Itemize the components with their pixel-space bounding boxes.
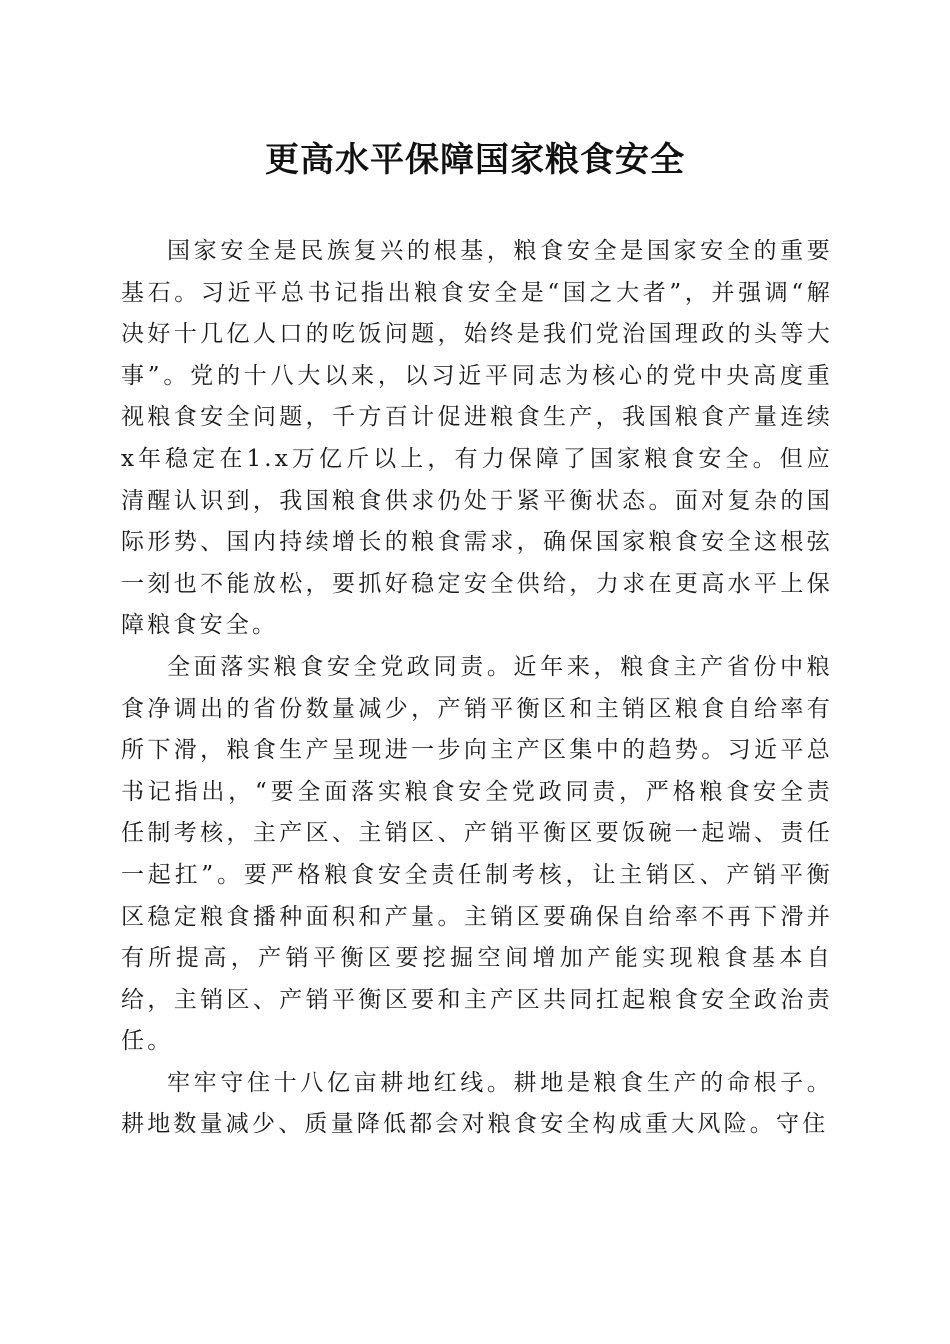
- document-body: [121, 231, 833, 1146]
- document-title: 更高水平保障国家粮食安全: [265, 140, 685, 180]
- paragraph-farmland: 牢牢守住十八亿亩耕地红线。耕地是粮食生产的命根子。耕地数量减少、质量降低都会对粮食安全构成重大风险。守住: [121, 1069, 833, 1138]
- paragraph-intro: 国家安全是民族复兴的根基，粮食安全是国家安全的重要基石。习近平总书记指出粮食安全是“国之大者”，并强调“解决好十几亿人口的吃饭问题，始终是我们党治国理政的头等大事”。党的十八大以来，以习近平同志为核心的党中央高度重视粮食安全问题，千方百计促进粮食生产，我国粮食产量连续x年稳定在1.x万亿斤以上，有力保障了国家粮食安全。但应清醒认识到，我国粮食供求仍处于紧平衡状态。面对复杂的国际形势、国内持续增长的粮食需求，确保国家粮食安全这根弦一刻也不能放松，要抓好稳定安全供给，力求在更高水平上保障粮食安全。: [121, 238, 833, 639]
- paragraph-responsibility: 全面落实粮食安全党政同责。近年来，粮食主产省份中粮食净调出的省份数量减少，产销平衡区和主销区粮食自给率有所下滑，粮食生产呈现进一步向主产区集中的趋势。习近平总书记指出，“要全面落实粮食安全党政同责，严格粮食安全责任制考核，主产区、主销区、产销平衡区要饭碗一起端、责任一起扛”。要严格粮食安全责任制考核，让主销区、产销平衡区稳定粮食播种面积和产量。主销区要确保自给率不再下滑并有所提高，产销平衡区要挖掘空间增加产能实现粮食基本自给，主销区、产销平衡区要和主产区共同扛起粮食安全政治责任。: [121, 653, 833, 1055]
